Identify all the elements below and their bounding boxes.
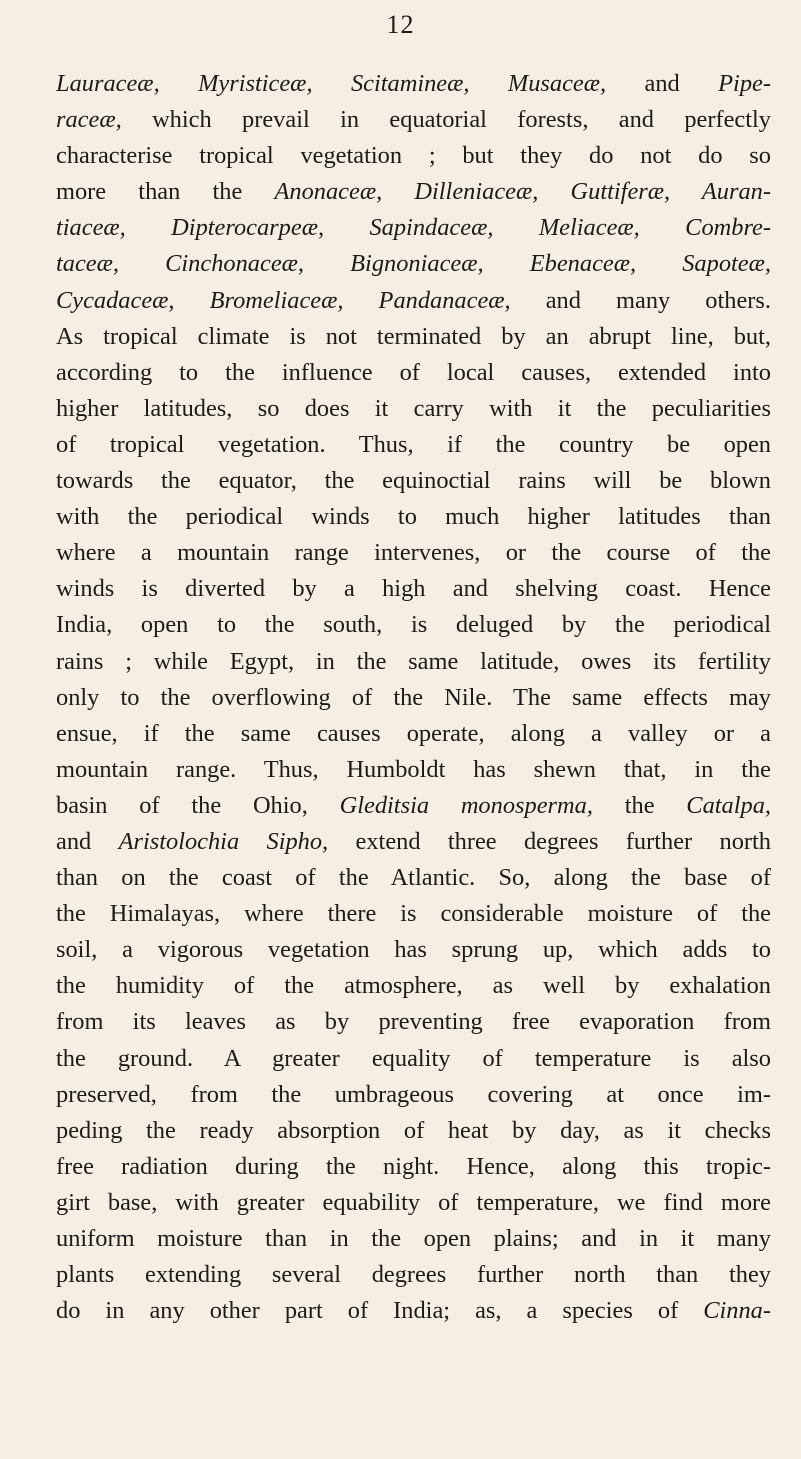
text-run: only to the overflowing of the Nile. The same effects may <box>56 683 771 711</box>
text-run: of tropical vegetation. Thus, if the country be open <box>56 430 771 458</box>
text-line <box>56 174 771 210</box>
italic-run: taceæ, Cinchonaceæ, Bignoniaceæ, Ebenaceæ, Sapoteæ, <box>56 250 771 278</box>
italic-run: Gleditsia monosperma, <box>339 791 593 819</box>
text-line <box>56 319 771 355</box>
text-run: ensue, if the same causes operate, along a valley or a <box>56 719 771 747</box>
text-run: the Himalayas, where there is considerable moisture of the <box>56 900 771 928</box>
text-line <box>56 246 771 282</box>
text-line <box>56 1113 771 1149</box>
text-run: peding the ready absorption of heat by day, as it checks <box>56 1116 771 1144</box>
text-line <box>56 788 771 824</box>
italic-run: Cycadaceæ, Bromeliaceæ, Pandanaceæ, <box>56 286 511 314</box>
text-run: As tropical climate is not terminated by an abrupt line, but, <box>56 322 771 350</box>
text-run: plants extending several degrees further north than they <box>56 1261 771 1289</box>
text-run: the humidity of the atmosphere, as well by exhalation <box>56 972 771 1000</box>
text-run: uniform moisture than in the open plains; and in it many <box>56 1225 771 1252</box>
text-run: the <box>592 791 687 819</box>
italic-run: Pipe- <box>718 70 771 97</box>
italic-run: Aristolochia Sipho, <box>118 827 329 855</box>
text-run: India, open to the south, is deluged by the periodical <box>56 611 771 639</box>
text-line <box>56 968 771 1004</box>
text-line <box>56 1077 771 1113</box>
text-line <box>56 355 771 391</box>
text-run: do in any other part of India; as, a species of <box>56 1297 704 1325</box>
text-line <box>56 1257 771 1293</box>
text-line <box>56 499 771 535</box>
text-line <box>56 1293 771 1329</box>
text-run: more than the <box>56 178 275 206</box>
text-run: free radiation during the night. Hence, along this tropic- <box>56 1152 771 1180</box>
text-run: and <box>606 70 719 97</box>
text-line <box>56 210 771 246</box>
text-run: mountain range. Thus, Humboldt has shewn that, in the <box>56 755 771 783</box>
text-line <box>56 752 771 788</box>
text-run: extend three degrees further north <box>328 827 771 855</box>
page-number: 12 <box>386 10 415 39</box>
text-line <box>56 571 771 607</box>
text-run: according to the influence of local causes, extended into <box>56 358 771 386</box>
text-line <box>56 860 771 896</box>
text-run: soil, a vigorous vegetation has sprung up, which adds to <box>56 936 771 964</box>
text-run: preserved, from the umbrageous covering at once im- <box>56 1080 771 1108</box>
text-line <box>56 391 771 427</box>
text-line <box>56 680 771 716</box>
text-run: girt base, with greater equability of temperature, we find more <box>56 1188 771 1216</box>
italic-run: raceæ, <box>56 106 122 134</box>
text-line <box>56 1149 771 1185</box>
text-run: the ground. A greater equality of temperature is also <box>56 1044 771 1072</box>
italic-run: tiaceæ, Dipterocarpeæ, Sapindaceæ, Meliaceæ, Combre- <box>56 214 771 242</box>
text-line <box>56 66 771 102</box>
italic-run: Cinna- <box>703 1297 771 1325</box>
text-line <box>56 138 771 174</box>
text-run: and many others. <box>510 286 771 314</box>
text-run: basin of the Ohio, <box>56 791 340 819</box>
text-run: higher latitudes, so does it carry with it the peculiarities <box>56 394 771 422</box>
text-run: where a mountain range intervenes, or the course of the <box>56 539 771 567</box>
italic-run: Catalpa, <box>686 791 771 819</box>
text-line <box>56 896 771 932</box>
text-run: characterise tropical vegetation ; but they do not do so <box>56 142 771 170</box>
text-run: with the periodical winds to much higher latitudes than <box>56 503 771 531</box>
text-line <box>56 1004 771 1040</box>
text-run: rains ; while Egypt, in the same latitude, owes its fertility <box>56 647 771 675</box>
text-line <box>56 1185 771 1221</box>
text-line <box>56 1221 771 1257</box>
text-run: than on the coast of the Atlantic. So, along the base of <box>56 864 771 892</box>
italic-run: Anonaceæ, Dilleniaceæ, Guttiferæ, Auran- <box>274 178 771 206</box>
text-line <box>56 535 771 571</box>
text-line <box>56 824 771 860</box>
text-line <box>56 463 771 499</box>
text-run: and <box>56 827 119 855</box>
text-run: which prevail in equatorial forests, and perfectly <box>121 106 771 134</box>
text-line <box>56 427 771 463</box>
italic-run: Lauraceæ, Myristiceæ, Scitamineæ, Musaceæ, <box>56 70 607 97</box>
text-run: towards the equator, the equinoctial rains will be blown <box>56 467 771 495</box>
text-line <box>56 102 771 138</box>
body-paragraph <box>56 66 771 1329</box>
text-run: from its leaves as by preventing free evaporation from <box>56 1008 771 1036</box>
text-line <box>56 932 771 968</box>
text-run: winds is diverted by a high and shelving coast. Hence <box>56 575 771 603</box>
text-line <box>56 607 771 643</box>
text-line <box>56 283 771 319</box>
text-line <box>56 716 771 752</box>
text-line <box>56 1041 771 1077</box>
text-line <box>56 644 771 680</box>
